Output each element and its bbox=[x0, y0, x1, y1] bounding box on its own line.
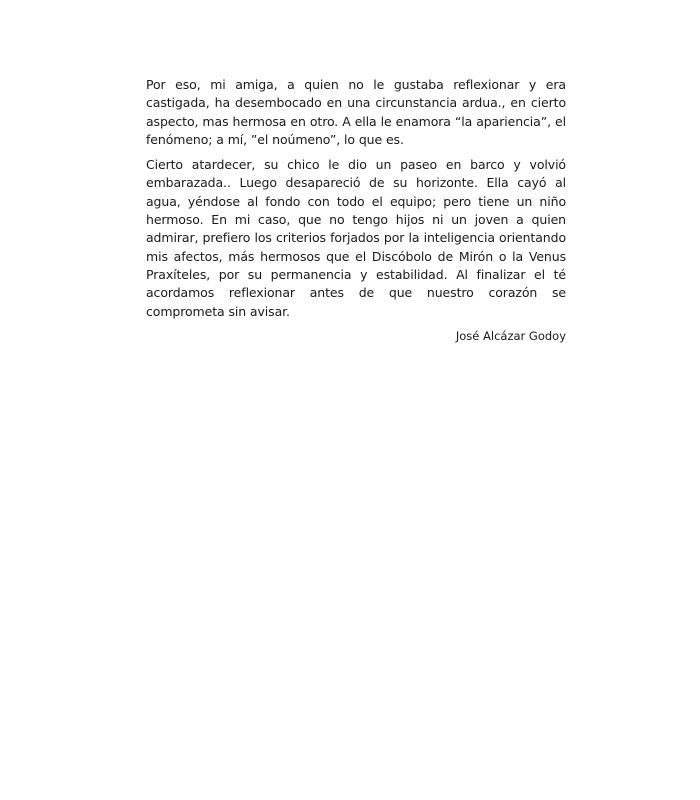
text-block bbox=[146, 76, 566, 344]
paragraph-2: Cierto atardecer, su chico le dio un paseo en barco y volvió embarazada.. Luego desapareció de su horizonte. Ella cayó al agua, yéndose al fondo con todo el equipo; pero tiene un niño hermoso. En mi caso, que no tengo hijos ni un joven a quien admirar, prefiero los criterios forjados por la inteligencia orientando mis afectos, más hermosos que el Discóbolo de Mirón o la Venus Praxíteles, por su permanencia y estabilidad. Al finalizar el té acordamos reflexionar antes de que nuestro corazón se comprometa sin avisar. bbox=[146, 157, 566, 319]
paragraph-1: Por eso, mi amiga, a quien no le gustaba reflexionar y era castigada, ha desembocado en una circunstancia ardua., en cierto aspecto, mas hermosa en otro. A ella le enamora “la apariencia”, el fenómeno; a mí, ”el noúmeno”, lo que es. bbox=[146, 77, 566, 147]
author-signature: José Alcázar Godoy bbox=[455, 328, 566, 343]
